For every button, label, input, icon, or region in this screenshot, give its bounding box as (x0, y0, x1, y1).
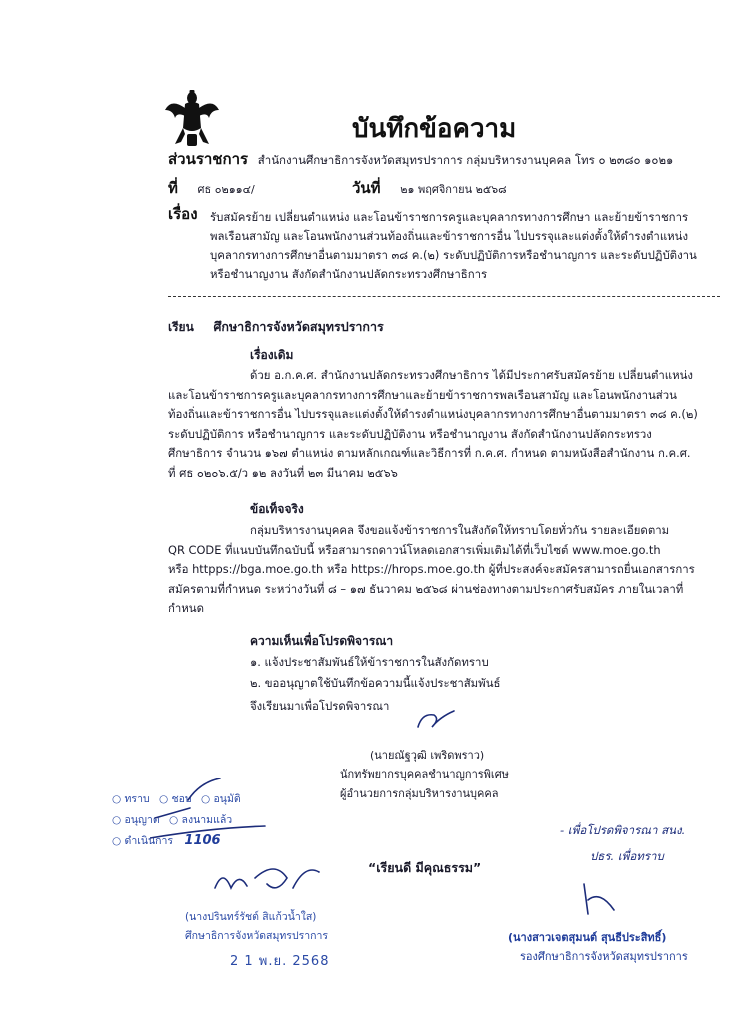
paragraph-line: ที่ ศธ ๐๒๐๖.๕/ว ๑๒ ลงวันที่ ๒๓ มีนาคม ๒๕๖๖ (168, 465, 398, 480)
paragraph-line: ด้วย อ.ก.ค.ศ. สำนักงานปลัดกระทรวงศึกษาธิการ ได้มีประกาศรับสมัครย้าย เปลี่ยนตำแหน่ง (250, 368, 693, 382)
radio-icon: ○ (158, 793, 169, 805)
radio-icon: ○ (112, 814, 122, 826)
stamp-option: ดำเนินการ (124, 835, 174, 847)
right-signer-name: (นางสาวเจตสุมนต์ สุนธีประสิทธิ์) (508, 931, 667, 944)
opinion-heading: ความเห็นเพื่อโปรดพิจารณา (250, 634, 394, 648)
left-signer-position: ศึกษาธิการจังหวัดสมุทรปราการ (185, 930, 329, 942)
stamp-option: ลงนามแล้ว (181, 814, 233, 826)
closing-text: จึงเรียนมาเพื่อโปรดพิจารณา (250, 699, 390, 713)
stamp-option: อนุญาต (124, 814, 160, 826)
subject-line: หรือชำนาญงาน สังกัดสำนักงานปลัดกระทรวงศึกษาธิการ (210, 267, 488, 281)
agency-row (168, 151, 673, 169)
background-paragraph (168, 366, 720, 483)
ref-label: ที่ (168, 179, 178, 197)
radio-icon: ○ (169, 814, 179, 826)
facts-heading: ข้อเท็จจริง (250, 502, 304, 516)
right-note-line2: ปธร. เพื่อทราบ (590, 849, 664, 863)
radio-icon: ○ (112, 835, 122, 847)
facts-paragraph (168, 521, 720, 619)
paragraph-line: สมัครตามที่กำหนด ระหว่างวันที่ ๘ – ๑๗ ธันวาคม ๒๕๖๘ ผ่านช่องทางตามประกาศรับสมัคร ภายในเวลาที่ (168, 581, 684, 596)
subject-label: เรื่อง (168, 205, 198, 223)
paragraph-line: QR CODE ที่แนบบันทึกฉบับนี้ หรือสามารถดาวน์โหลดเอกสารเพิ่มเติมได้ที่เว็บไซต์ www.moe.go.th (168, 542, 661, 557)
date-stamp: 2 1 พ.ย. 2568 (230, 954, 330, 969)
ref-row (168, 180, 255, 198)
date-label: วันที่ (352, 179, 381, 197)
paragraph-line: ระดับปฏิบัติการ หรือชำนาญการ และระดับปฏิบัติงาน หรือชำนาญงาน สังกัดสำนักงานปลัดกระทรวง (168, 426, 652, 441)
agency-label: ส่วนราชการ (168, 150, 249, 168)
signature-scribble (410, 705, 470, 735)
date-value: ๒๑ พฤศจิกายน ๒๕๖๘ (400, 183, 507, 196)
memo-title: บันทึกข้อความ (352, 114, 517, 144)
divider-line (168, 296, 720, 297)
subject-line: พลเรือนสามัญ และโอนพนักงานส่วนท้องถิ่นและข้าราชการอื่น ไปบรรจุและแต่งตั้งให้ดำรงตำแหน่ง (210, 229, 689, 243)
to-label: เรียน (168, 320, 194, 334)
ref-value: ศธ ๐๒๑๑๔/ (197, 183, 255, 196)
background-heading: เรื่องเดิม (250, 348, 294, 362)
opinion-item: ๒. ขออนุญาตใช้บันทึกข้อความนี้แจ้งประชาสัมพันธ์ (250, 676, 501, 690)
handwritten-number: 1106 (184, 833, 221, 848)
to-row (168, 318, 384, 336)
stamp-option: อนุมัติ (213, 793, 241, 805)
stamp-check-marks (150, 778, 270, 848)
radio-icon: ○ (112, 793, 122, 805)
left-signature-scribble (205, 858, 325, 903)
motto: “เรียนดี มีคุณธรรม” (368, 860, 482, 875)
right-signer-position: รองศึกษาธิการจังหวัดสมุทรปราการ (520, 950, 688, 963)
subject-text (210, 208, 710, 284)
date-row (352, 180, 507, 198)
paragraph-line: หรือ httpps://bga.moe.go.th หรือ https://hrops.moe.go.th ผู้ที่ประสงค์จะสมัครสามารถยื่นเอกสารการ (168, 562, 695, 576)
paragraph-line: กลุ่มบริหารงานบุคคล จึงขอแจ้งข้าราชการในสังกัดให้ทราบโดยทั่วกัน รายละเอียดตาม (250, 523, 670, 537)
paragraph-line: และโอนข้าราชการครูและบุคลากรทางการศึกษาและย้ายข้าราชการพลเรือนสามัญ และโอนพนักงานส่วน (168, 387, 677, 402)
left-signer-name: (นางปรินทร์รัชต์ สิแก้วน้ำใส) (185, 911, 317, 923)
stamp-option: ทราบ (124, 793, 150, 805)
right-signature-scribble (570, 880, 630, 920)
garuda-emblem-icon (163, 88, 221, 150)
subject-line: รับสมัครย้าย เปลี่ยนตำแหน่ง และโอนข้าราชการครูและบุคลากรทางการศึกษา และย้ายข้าราชการ (210, 210, 689, 224)
subject-label-row (168, 206, 198, 224)
subject-line: บุคลากรทางการศึกษาอื่นตามมาตรา ๓๘ ค.(๒) ระดับปฏิบัติการหรือชำนาญการ และระดับปฏิบัติงาน (210, 248, 697, 262)
paragraph-line: ท้องถิ่นและข้าราชการอื่น ไปบรรจุและแต่งตั้งให้ดำรงตำแหน่งบุคลากรทางการศึกษาอื่นตามมาตรา ๓๘ ค.(๒) (168, 407, 698, 421)
radio-icon: ○ (200, 793, 211, 805)
to-value: ศึกษาธิการจังหวัดสมุทรปราการ (213, 319, 384, 334)
paragraph-line: กำหนด (168, 601, 204, 615)
stamp-option: ชอบ (171, 793, 192, 805)
agency-value: สำนักงานศึกษาธิการจังหวัดสมุทรปราการ กลุ่มบริหารงานบุคคล โทร ๐ ๒๓๘๐ ๑๐๒๑ (257, 153, 674, 167)
paragraph-line: ศึกษาธิการ จำนวน ๑๖๗ ตำแหน่ง ตามหลักเกณฑ์และวิธีการที่ ก.ค.ศ. กำหนด ตามหนังสือสำนักงาน ก.ค.ศ. (168, 446, 691, 460)
signer-position: นักทรัพยากรบุคคลชำนาญการพิเศษ (340, 768, 509, 781)
signer-name: (นายณัฐวุฒิ เพริดพราว) (370, 749, 485, 762)
opinion-item: ๑. แจ้งประชาสัมพันธ์ให้ข้าราชการในสังกัดทราบ (250, 655, 489, 669)
right-note-line1: - เพื่อโปรดพิจารณา สนง. (560, 823, 686, 837)
signer-role: ผู้อำนวยการกลุ่มบริหารงานบุคคล (340, 787, 499, 800)
